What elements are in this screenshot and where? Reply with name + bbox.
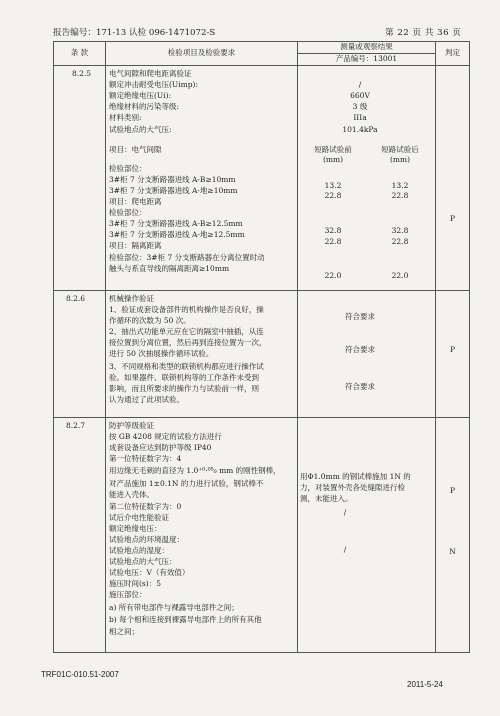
- report-page: 报告编号：171-13 认检 096-1471072-S 第 22 页 共 36 页 条 款 检验项目及检验要求 测量或观察结果 产品编号：13001 判定 8.2.5 电气间隙和爬电距离验证 额定冲击耐受电压(Uimp): 额定绝缘电压(Ui): 绝缘材料的污染等级: 材料类别: 试验地点的大气压: 项目：电气间隙 检验部位： 3#柜 7 分支断路器进线 A-B≥10mm 3#柜 7 分支断路器进线 A-地≥10mm 项目：爬电距离 检验部位： 3#柜 7 分支断路器进线 A-B≥12.5mm 3#柜 7 分支断路器进线 A-地≥12.5mm 项目：隔离距离 检验部位：3#柜 7 分支断路器在分离位置时动 触头与系直导线的隔离距离≥10mm / 660V 3 级 IIIa 101.4kPa 短路试验前 短路试验后 (mm) (mm) 13.2 13.2 22.8 22.8 32.8 32.8 22.8 22.8 22.0 22.0 P 8.2.6 机械操作验证 1、验证成套设备部件的机构操作是否良好，操 作循环的次数为 50 次。 2、抽出式功能单元应在它的隔室中抽插，从连 接位置到分离位置，然后再到连接位置为一次， 进行 50 次抽展操作循环试验。 3、不同规格和类型的联锁机构都应进行操作试 验。如果器件、联锁机构等的工作条件未受到 影响，而且所要求的操作力与试验前一样，则 认为通过了此项试验。 符合要求 符合要求 符合要求 P 8.2.7 防护等级验证 按 GB 4208 规定的试验方法进行 成套设备应达到防护等级 IP40 第一位特征数字为：4 用边缘无毛刺的直径为 1.0⁺⁰·⁰⁵₀ mm 的刚性钢棒， 对产品施加 1±0.1N 的力进行试验，钢试棒不 能进入壳体。 第二位特征数字为：0 试后介电性能验证 额定绝缘电压： 试验地点的环境温度： 试验地点的湿度： 试验地点的大气压： 试验电压：V（有效值） 施压时间(s)：5 施压部位： a) 所有带电部件与裸露导电部件之间； b) 每个相和连接到裸露导电部件上的所有其他 相之间； 用Φ1.0mm 的钢试棒施加 1N 的 力，对装置外壳各处缝隙进行检 测，未能进入。 / / P N TRF01C-010.51-2007 2011-5-24: [0, 0, 500, 716]
- form-number: TRF01C-010.51-2007: [41, 670, 119, 679]
- report-date: 2011-5-24: [407, 680, 443, 689]
- col-item: 检验项目及检验要求: [167, 48, 236, 57]
- verdict-827-ip: P: [449, 486, 456, 495]
- col-product-no: 产品编号：13001: [335, 54, 398, 63]
- page-number: 第 22 页 共 36 页: [385, 28, 462, 38]
- clause-8-2-6: 8.2.6: [66, 294, 86, 303]
- col-clause: 条 款: [70, 48, 89, 57]
- verdict-827-dielectric: N: [449, 547, 456, 556]
- verdict-825: P: [449, 214, 456, 223]
- col-result: 测量或观察结果: [340, 42, 393, 51]
- clause-8-2-5: 8.2.5: [72, 69, 92, 78]
- report-number: 报告编号：171-13 认检 096-1471072-S: [53, 28, 216, 38]
- col-verdict: 判定: [445, 48, 460, 57]
- verdict-826: P: [449, 345, 456, 354]
- clause-8-2-7: 8.2.7: [66, 421, 86, 430]
